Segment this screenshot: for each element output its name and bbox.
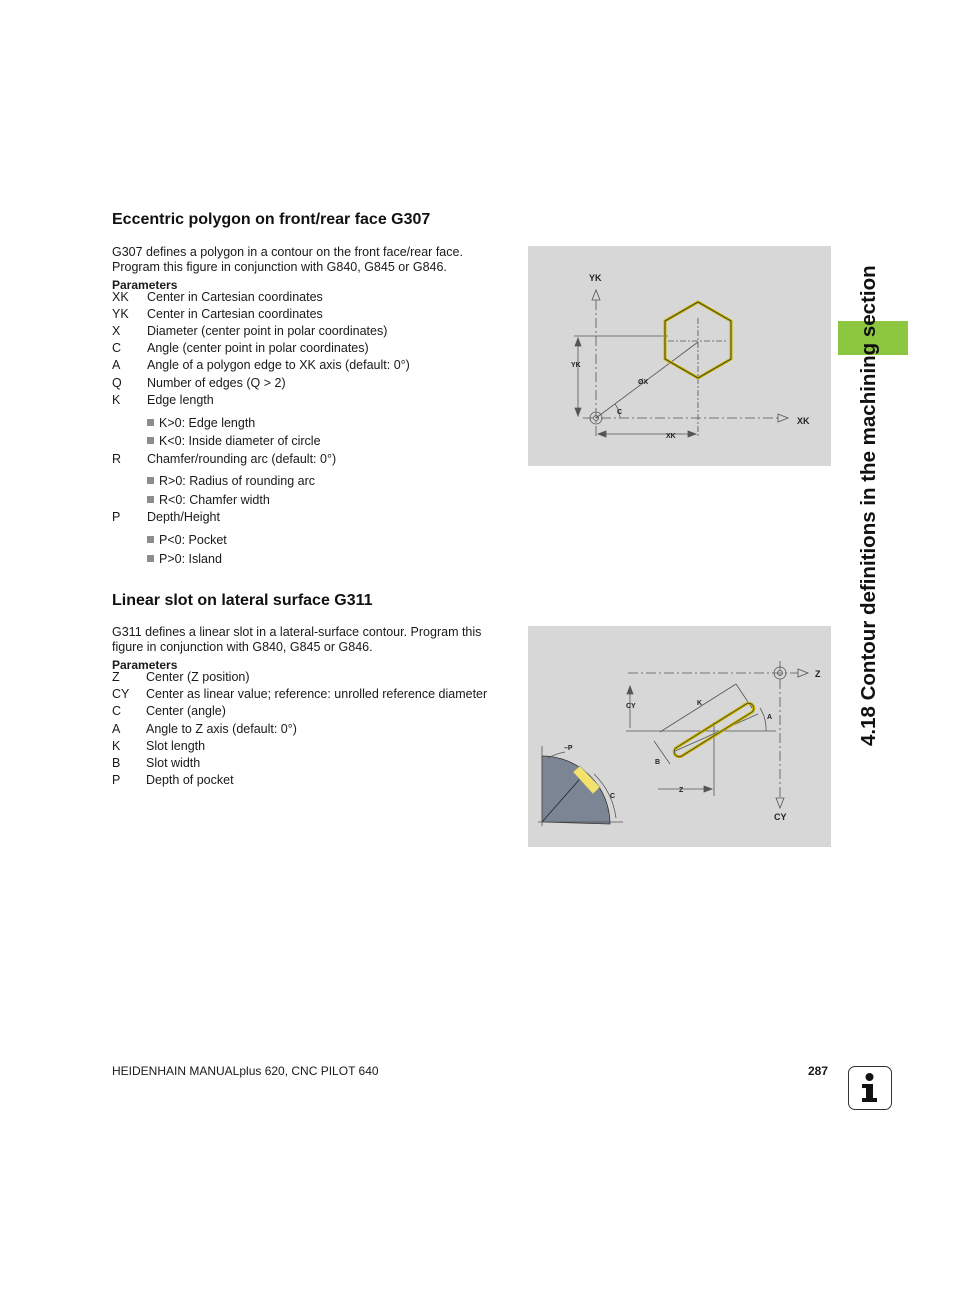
param-desc: Angle (center point in polar coordinates) bbox=[147, 341, 369, 355]
linear-slot-figure bbox=[528, 626, 831, 847]
param-desc: Edge length bbox=[147, 393, 214, 407]
z-dim-label: Z bbox=[679, 787, 684, 794]
param-code: CY bbox=[112, 687, 130, 701]
param-desc: Center (angle) bbox=[146, 704, 226, 718]
intro-line: figure in conjunction with G840, G845 or G846. bbox=[112, 640, 373, 654]
param-desc: Number of edges (Q > 2) bbox=[147, 376, 286, 390]
square-bullet-icon bbox=[147, 419, 154, 426]
parameters-title: Parameters bbox=[112, 278, 178, 292]
param-code: C bbox=[112, 341, 122, 355]
param-desc: Slot length bbox=[146, 739, 206, 753]
param-code: K bbox=[112, 739, 121, 753]
param-desc: Angle of a polygon edge to XK axis (default: 0°) bbox=[147, 358, 410, 372]
section-heading-g311: Linear slot on lateral surface G311 bbox=[112, 592, 373, 609]
param-code: K bbox=[112, 393, 121, 407]
square-bullet-icon bbox=[147, 536, 154, 543]
linear-slot-diagram bbox=[528, 626, 831, 847]
square-bullet-icon bbox=[147, 496, 154, 503]
param-code: R bbox=[112, 452, 122, 466]
bullet-item: R<0: Chamfer width bbox=[147, 493, 270, 508]
param-desc: Diameter (center point in polar coordinates) bbox=[147, 324, 388, 338]
polygon-diagram bbox=[528, 246, 831, 466]
param-code: C bbox=[112, 704, 122, 718]
bullet-item: K<0: Inside diameter of circle bbox=[147, 434, 321, 449]
param-desc: Center in Cartesian coordinates bbox=[147, 290, 323, 304]
param-code: B bbox=[112, 756, 121, 770]
square-bullet-icon bbox=[147, 437, 154, 444]
param-desc: Depth/Height bbox=[147, 510, 220, 524]
param-desc: Angle to Z axis (default: 0°) bbox=[146, 722, 297, 736]
param-code: Q bbox=[112, 376, 122, 390]
intro-line: G307 defines a polygon in a contour on the front face/rear face. bbox=[112, 245, 463, 259]
k-label: K bbox=[697, 700, 703, 707]
z-axis-label: Z bbox=[815, 669, 821, 679]
polygon-figure bbox=[528, 246, 831, 466]
square-bullet-icon bbox=[147, 555, 154, 562]
bullet-item: P>0: Island bbox=[147, 552, 222, 567]
param-code: A bbox=[112, 722, 121, 736]
page-number: 287 bbox=[808, 1064, 829, 1078]
param-desc: Center (Z position) bbox=[146, 670, 250, 684]
bullet-item: K>0: Edge length bbox=[147, 416, 255, 431]
param-desc: Depth of pocket bbox=[146, 773, 234, 787]
xk-dim-label: XK bbox=[666, 433, 676, 440]
xk-axis-label: XK bbox=[797, 416, 810, 426]
param-desc: Slot width bbox=[146, 756, 201, 770]
cy-dim-label: CY bbox=[626, 703, 636, 710]
chapter-side-title: 4.18 Contour definitions in the machining section bbox=[857, 265, 880, 746]
param-code: YK bbox=[112, 307, 129, 321]
intro-line: G311 defines a linear slot in a lateral-surface contour. Program this bbox=[112, 625, 482, 639]
intro-line: Program this figure in conjunction with G840, G845 or G846. bbox=[112, 260, 447, 274]
footer-publication: HEIDENHAIN MANUALplus 620, CNC PILOT 640 bbox=[112, 1064, 379, 1078]
bullet-item: R>0: Radius of rounding arc bbox=[147, 474, 315, 489]
info-icon bbox=[848, 1066, 892, 1110]
angle-label: C bbox=[617, 409, 623, 416]
section-heading-g307: Eccentric polygon on front/rear face G307 bbox=[112, 211, 431, 228]
p-label: –P bbox=[564, 745, 573, 752]
param-code: X bbox=[112, 324, 121, 338]
param-desc: Center as linear value; reference: unrolled reference diameter bbox=[146, 687, 488, 701]
b-label: B bbox=[655, 759, 661, 766]
section-intro-g307 bbox=[112, 245, 512, 275]
bullet-item: P<0: Pocket bbox=[147, 533, 227, 548]
param-desc: Chamfer/rounding arc (default: 0°) bbox=[147, 452, 337, 466]
a-label: A bbox=[767, 714, 773, 721]
yk-axis-label: YK bbox=[589, 273, 602, 283]
cy-axis-label: CY bbox=[774, 812, 787, 822]
param-code: A bbox=[112, 358, 121, 372]
yk-dim-label: YK bbox=[571, 362, 581, 369]
c-label: C bbox=[610, 793, 616, 800]
square-bullet-icon bbox=[147, 477, 154, 484]
param-code: Z bbox=[112, 670, 120, 684]
diameter-label: ØX bbox=[638, 379, 649, 386]
param-desc: Center in Cartesian coordinates bbox=[147, 307, 323, 321]
param-code: P bbox=[112, 510, 121, 524]
parameters-title: Parameters bbox=[112, 658, 178, 672]
param-code: XK bbox=[112, 290, 129, 304]
section-intro-g311 bbox=[112, 625, 512, 655]
param-code: P bbox=[112, 773, 121, 787]
